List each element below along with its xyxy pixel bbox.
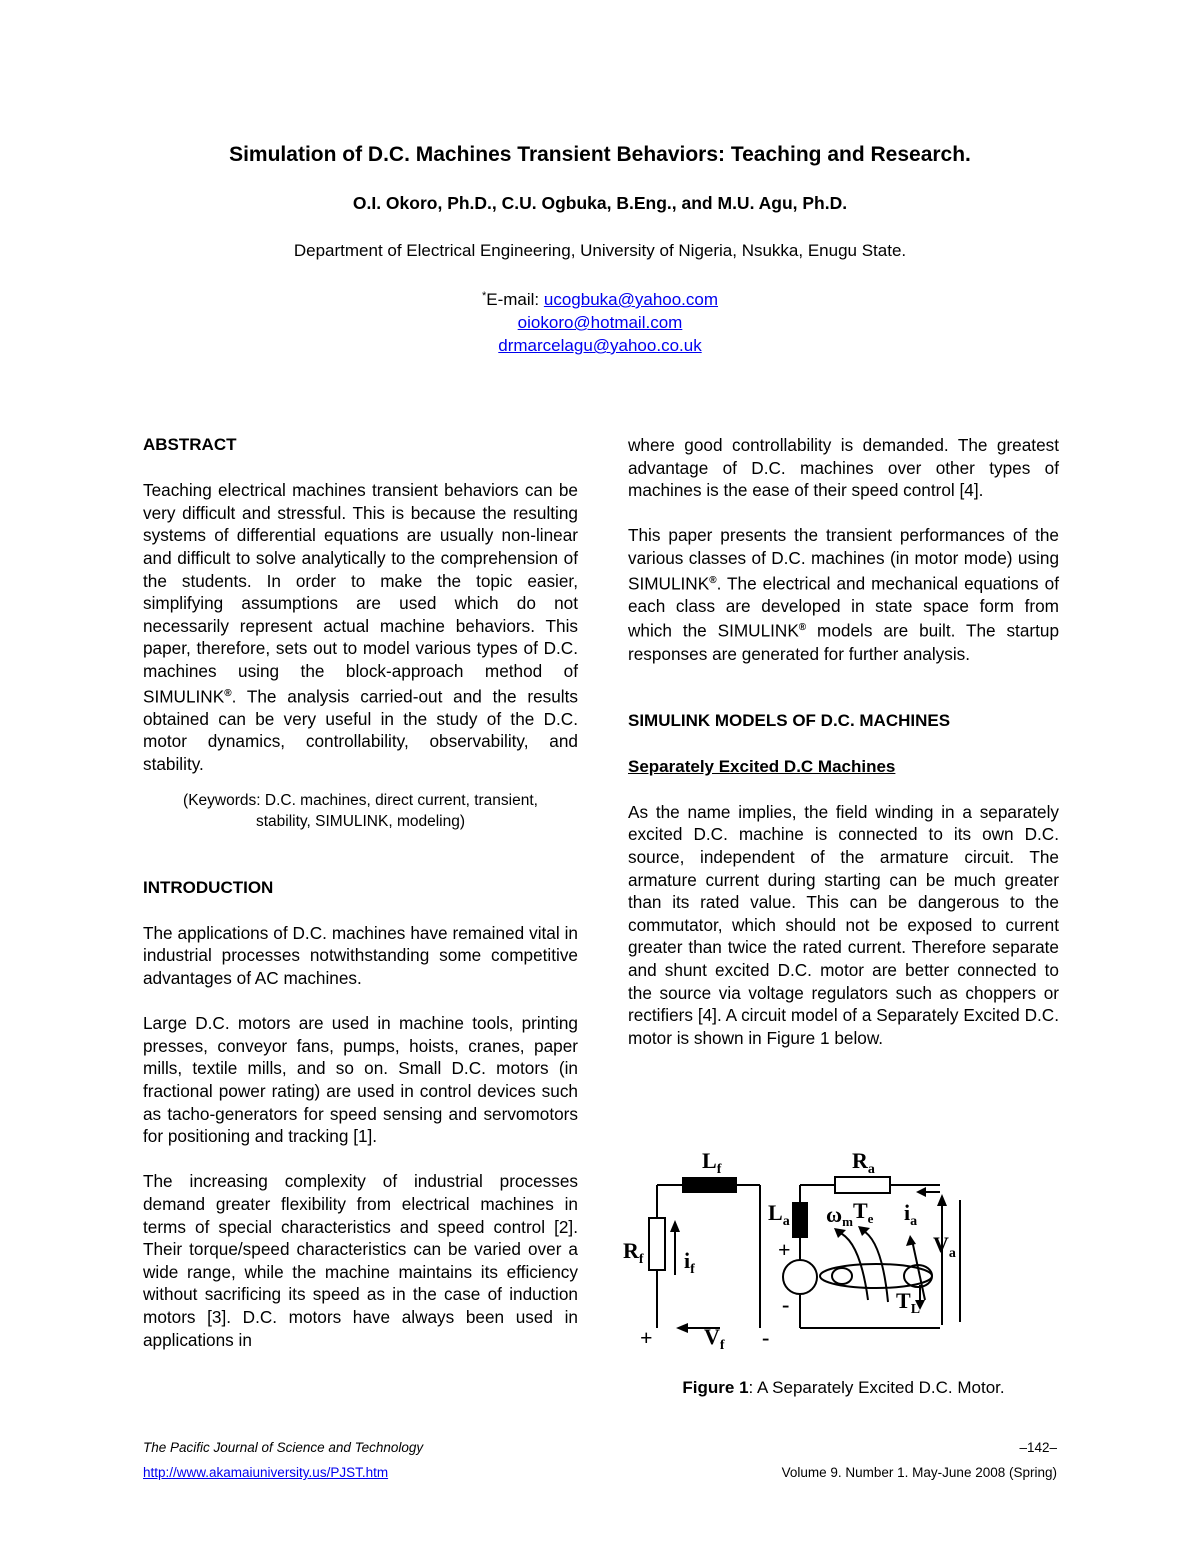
introduction-heading: INTRODUCTION [143,877,274,897]
author-list: O.I. Okoro, Ph.D., C.U. Ogbuka, B.Eng., and M.U. Agu, Ph.D. [352,193,848,213]
paper-title: Simulation of D.C. Machines Transient Behaviors: Teaching and Research. [229,143,971,166]
svg-text:-: - [762,1325,770,1350]
svg-text:+: + [640,1325,653,1350]
email-link-ogbuka[interactable]: ucogbuka@yahoo.com [543,290,719,309]
email-block [0,288,1200,357]
figure-caption: Figure 1: A Separately Excited D.C. Motor. [682,1378,1005,1397]
svg-text:Ra: $R_a$ [852,1148,875,1177]
intro-paragraph-2: Large D.C. motors are used in machine tools, printing presses, conveyor fans, pumps, hoists, cranes, paper mills, textile mills, and so on. Small D.C. motors (in fractional power rating) are used in control devices such as tacho-generators for speed sensing and servomotors for positioning and tracking [1]. [143,1013,578,1147]
armature-inductor-icon [792,1202,808,1238]
models-heading: SIMULINK MODELS OF D.C. MACHINES [628,711,951,731]
svg-text:TL: $T_L$ [896,1288,921,1317]
keywords: (Keywords: D.C. machines, direct current, transient, stability, SIMULINK, modeling) [183,791,538,830]
registered-mark: ® [224,687,232,699]
volume-info: Volume 9. Number 1. May-June 2008 (Spring) [781,1465,1057,1480]
page-number: –142– [1019,1440,1057,1455]
svg-text:Lf: $L_f$ [702,1148,722,1177]
left-column [143,434,578,1351]
svg-text:ωmTe: ωmT$_e$ [826,1198,874,1229]
abstract-text: Teaching electrical machines transient behaviors can be very difficult and stressful. This is because the resulting systems of differential equations are usually non-linear and difficult to solve analytically to the comprehension of the students. In order to make the topic easier, simplifying assumptions are used which do not necessarily represent actual machine behaviors. This paper, therefore, sets out to model various types of D.C. machines using the block-approach method of SIMULINK®. The analysis carried-out and the results obtained can be very useful in the study of the D.C. motor dynamics, controllability, observability, and stability. [143,480,578,775]
journal-url [143,1465,388,1480]
email-footnote-mark: * [481,290,487,302]
intro-paragraph-3: The increasing complexity of industrial processes demand greater flexibility from electrical machines in terms of special characteristics and speed control [2]. Their torque/speed characteristics can be varied over a wide range, while the machine maintains its efficiency without sacrificing its speed as in the case of induction motors [3]. D.C. motors have always been used in applications in [143,1171,578,1350]
svg-text:Va: $V_a$ [933,1232,956,1261]
email-label: E-mail: [486,290,544,309]
field-inductor-icon [682,1177,737,1193]
svg-text:Vf: $V_f$ [704,1324,725,1353]
svg-text:+: + [778,1237,791,1262]
intro-paragraph-4: where good controllability is demanded. The greatest advantage of D.C. machines over other types of machines is the ease of their speed control [4]. [628,435,1059,501]
separately-excited-heading: Separately Excited D.C Machines [628,756,896,776]
intro-paragraph-1: The applications of D.C. machines have remained vital in industrial processes notwithstanding some competitive advantages of AC machines. [143,922,578,989]
journal-url-link[interactable]: http://www.akamaiuniversity.us/PJST.htm [143,1465,389,1480]
svg-text:if: $i_f$ [684,1248,695,1277]
abstract-heading: ABSTRACT [143,435,237,454]
right-column [628,434,1059,1049]
svg-text:La: $L_a$ [768,1200,790,1229]
motor-icon [783,1260,817,1294]
email-link-agu[interactable]: drmarcelagu@yahoo.co.uk [498,336,702,355]
figure-label: Figure 1 [682,1378,749,1397]
armature-resistor-icon [835,1177,890,1193]
separately-excited-text: As the name implies, the field winding in a separately excited D.C. machine is connected to its own D.C. source, independent of the armature circuit. The armature current during starting can be much greater than its rated value. This can be dangerous to the commutator, which should not be exposed to current greater than twice the rated current. Therefore separate and shunt excited D.C. motor are better connected to the source via voltage regulators such as choppers or rectifiers [4]. A circuit model of a Separately Excited D.C. motor is shown in Figure 1 below. [628,801,1059,1048]
svg-text:-: - [782,1292,790,1317]
circuit-diagram [620,1140,965,1355]
field-resistor-icon [649,1218,665,1270]
email-link-okoro[interactable]: oiokoro@hotmail.com [517,313,683,332]
svg-text:ia: $i_a$ [904,1200,918,1229]
intro-paragraph-5: This paper presents the transient performances of the various classes of D.C. machines (in motor mode) using SIMULINK®. The electrical and mechanical equations of each class are developed in state space form from which the SIMULINK® models are built. The startup responses are generated for further analysis. [628,525,1059,664]
svg-text:Rf: $R_f$ [623,1238,644,1267]
journal-name: The Pacific Journal of Science and Technology [143,1440,424,1455]
affiliation: Department of Electrical Engineering, University of Nigeria, Nsukka, Enugu State. [293,241,907,260]
